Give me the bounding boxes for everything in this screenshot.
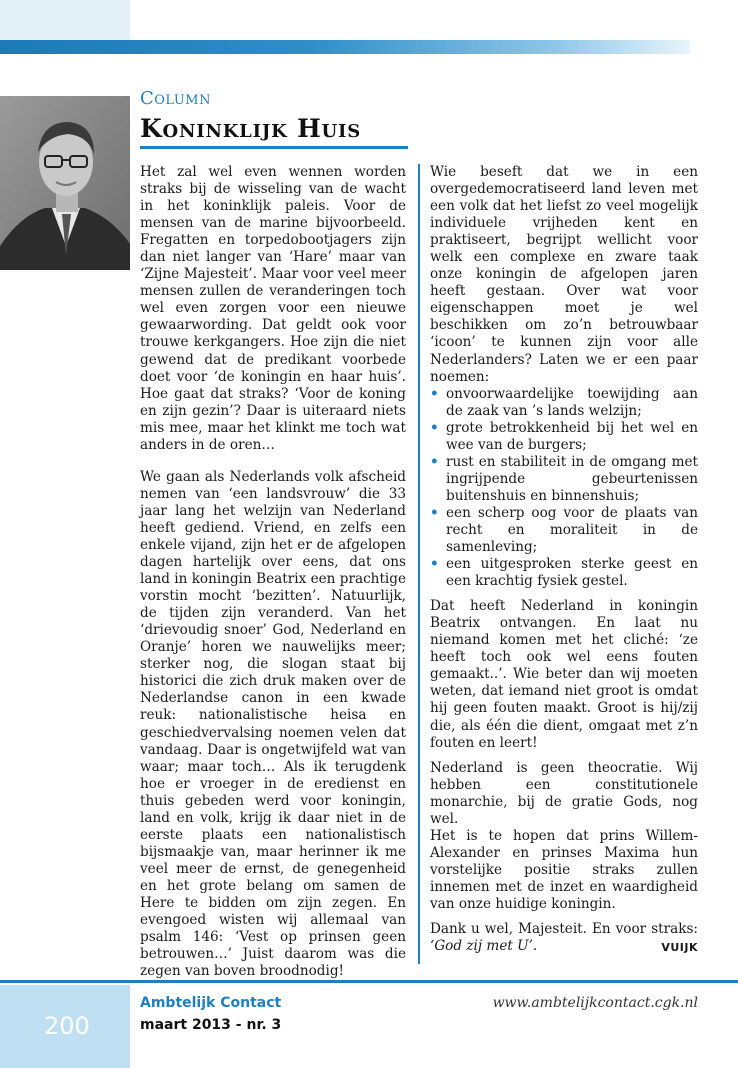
list-item: • een uitgesproken sterke geest en een krachtig fysiek gestel. bbox=[430, 556, 698, 590]
author-portrait-image bbox=[0, 96, 130, 270]
magazine-name: Ambtelijk Contact bbox=[140, 995, 282, 1011]
paragraph: Wie beseft dat we in een overgedemocratiseerd land leven met een volk dat het liefst zo veel mogelijk individuele vrijheden kent en praktiseert, begrijpt wellicht voor welk een complexe en zware taak onze koningin de afgelopen jaren heeft gestaan. Over wat voor eigenschappen moet je wel beschikken om zo’n betrouwbaar ‘icoon’ te kunnen zijn voor alle Nederlanders? Laten we er een paar noemen: bbox=[430, 164, 698, 385]
article-column-2 bbox=[430, 164, 698, 970]
top-color-band bbox=[0, 40, 690, 54]
website-url: www.ambtelijkcontact.cgk.nl bbox=[492, 995, 698, 1011]
list-item: • onvoorwaardelijke toewijding aan de zaak van ’s lands welzijn; bbox=[430, 386, 698, 420]
paragraph: Dat heeft Nederland in koningin Beatrix ontvangen. En laat nu niemand komen met het cliché: ‘ze heeft toch ook wel eens fouten gemaakt..’. Wie beter dan wij moeten weten, dat iemand niet groot is omdat hij geen fouten maakt. Groot is hij/zij die, als één die dient, omgaat met z’n fouten en leert! bbox=[430, 598, 698, 751]
author-signature: VUIJK bbox=[661, 941, 698, 954]
page-title: Koninklijk Huis bbox=[140, 114, 362, 143]
paragraph: Het zal wel even wennen worden straks bij de wisseling van de wacht in het koninklijk paleis. Voor de mensen van de marine bijvoorbeeld. Fregatten en torpedobootjagers zijn dan niet langer van ‘Hare’ maar van ‘Zijne Majesteit’. Maar voor veel meer mensen zullen de veranderingen toch wel even zorgen voor een nieuwe gewaarwording. Dat geldt ook voor trouwe kerkgangers. Hoe zijn die niet gewend dat de predikant voorbede doet voor ‘de koningin en haar huis’. Hoe gaat dat straks? ‘Voor de koning en zijn gezin’? Daar is uiteraard niets mis mee, maar het klinkt me toch wat anders in de oren… bbox=[140, 164, 406, 453]
closing-italic-text: ‘God zij met U’. bbox=[430, 938, 538, 955]
paragraph: We gaan als Nederlands volk afscheid nemen van ‘een landsvrouw’ die 33 jaar lang het welzijn van Nederland heeft gediend. Vriend, en zelfs een enkele vijand, zijn het er de afgelopen dagen hartelijk over eens, dat ons land in koningin Beatrix een prachtige vorstin mocht ‘bezitten’. Natuurlijk, de tijden zijn veranderd. Van het ‘drievoudig snoer’ God, Nederland en Oranje’ horen we nauwelijks meer; sterker nog, die slogan staat bij historici die zich druk maken over de Nederlandse canon in een kwade reuk: nationalistische heisa en geschiedvervalsing noemen velen dat vandaag. Daar is ongetwijfeld wat van waar; maar toch… Als ik terugdenk hoe er vroeger in de eredienst en thuis gebeden werd voor koningin, land en volk, krijg ik daar niet in de eerste plaats een nationalistisch bijsmaakje van, maar herinner ik me veel meer de ernst, de genegenheid en het grote belang om samen de Here te bidden om zijn zegen. En evengoed wisten wij allemaal van psalm 146: ‘Vest op prinsen geen betrouwen…’ Juist daarom was die zegen van boven broodnodig! bbox=[140, 468, 406, 980]
article-column-1 bbox=[140, 164, 406, 995]
list-item: • grote betrokkenheid bij het wel en wee van de burgers; bbox=[430, 420, 698, 454]
qualities-list bbox=[430, 386, 698, 591]
paragraph: Nederland is geen theocratie. Wij hebben een constitutionele monarchie, bij de gratie Gods, nog wel. bbox=[430, 759, 698, 827]
paragraph: Het is te hopen dat prins Willem-Alexander en prinses Maxima hun vorstelijke positie straks zullen innemen met de inzet en waardigheid van onze huidige koningin. bbox=[430, 827, 698, 912]
list-item: • een scherp oog voor de plaats van recht en moraliteit in de samenleving; bbox=[430, 505, 698, 556]
footer-rule bbox=[0, 980, 738, 983]
section-label: Column bbox=[140, 88, 211, 109]
page-number: 200 bbox=[44, 1012, 90, 1040]
list-item: • rust en stabiliteit in de omgang met ingrijpende gebeurtenissen buitenshuis en binnenshuis; bbox=[430, 454, 698, 505]
author-photo bbox=[0, 96, 130, 270]
column-divider bbox=[418, 164, 420, 964]
issue-info: maart 2013 - nr. 3 bbox=[140, 1017, 282, 1033]
left-strip-top-tint bbox=[0, 0, 130, 42]
title-underline bbox=[140, 146, 408, 149]
closing-text: Dank u wel, Majesteit. En voor straks: bbox=[430, 921, 698, 938]
